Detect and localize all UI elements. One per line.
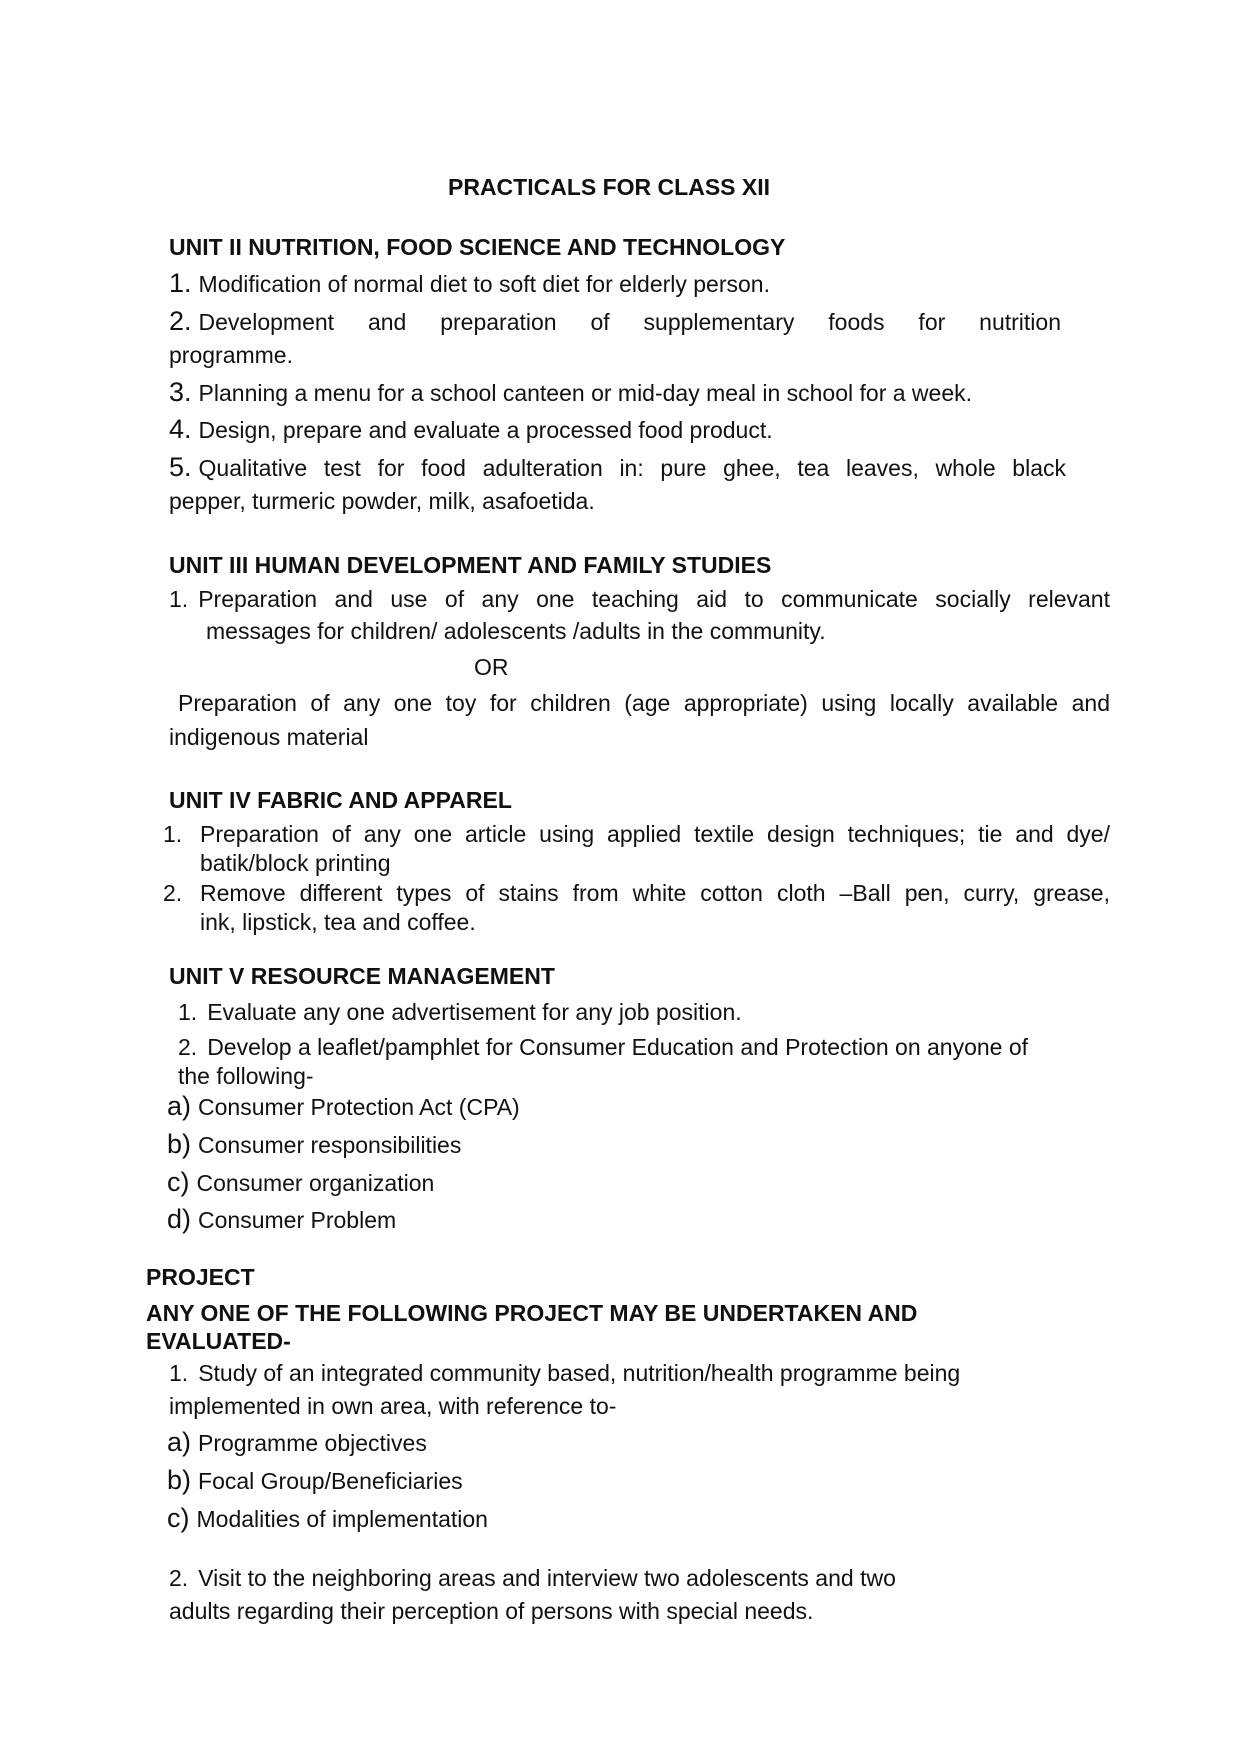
item-text: Consumer Problem [198, 1207, 397, 1233]
item-number: 2. [178, 1034, 198, 1060]
unit-4-heading: UNIT IV FABRIC AND APPAREL [169, 787, 512, 813]
unit-2-item-4 [169, 415, 773, 444]
unit-5-item-2 [178, 1033, 1028, 1061]
item-letter: d) [167, 1204, 192, 1234]
unit-5-sub-item-b [167, 1130, 461, 1159]
item-number: 4. [169, 414, 192, 444]
item-text: Planning a menu for a school canteen or mid-day meal in school for a week. [198, 380, 973, 406]
item-number: 5. [169, 452, 192, 482]
item-letter: c) [167, 1503, 190, 1533]
item-text: Focal Group/Beneficiaries [198, 1468, 463, 1494]
unit-3-alt-item: Preparation of any one toy for children (age appropriate) using locally available and [178, 690, 1110, 716]
item-text: Modification of normal diet to soft diet for elderly person. [198, 271, 770, 297]
unit-3-item-1 [169, 585, 1110, 613]
item-text: Preparation and use of any one teaching aid to communicate socially relevant [198, 586, 1110, 612]
unit-5-heading: UNIT V RESOURCE MANAGEMENT [169, 963, 555, 989]
unit-2-item-5 [169, 453, 1066, 482]
unit-2-item-3 [169, 378, 972, 407]
unit-3-item-1-cont: messages for children/ adolescents /adults in the community. [206, 618, 826, 644]
item-text: Modalities of implementation [196, 1506, 488, 1532]
unit-3-alt-item-cont: indigenous material [169, 724, 369, 750]
project-sub-item-b [167, 1466, 463, 1495]
item-number: 2. [169, 306, 192, 336]
item-letter: b) [167, 1465, 192, 1495]
project-subheading-cont: EVALUATED- [146, 1328, 291, 1354]
unit-2-item-2-cont: programme. [169, 342, 293, 368]
item-number: 1. [169, 268, 192, 298]
unit-5-sub-item-d [167, 1205, 396, 1234]
project-sub-item-c [167, 1504, 488, 1533]
item-text: Develop a leaflet/pamphlet for Consumer Education and Protection on anyone of [207, 1034, 1029, 1060]
project-subheading: ANY ONE OF THE FOLLOWING PROJECT MAY BE UNDERTAKEN AND [146, 1300, 918, 1326]
unit-2-item-2 [169, 307, 1061, 336]
unit-4-item-2-number: 2. [163, 880, 183, 906]
item-text: Evaluate any one advertisement for any job position. [207, 999, 742, 1025]
project-item-1 [169, 1359, 960, 1387]
item-text: Qualitative test for food adulteration in: pure ghee, tea leaves, whole black [198, 455, 1066, 481]
item-number: 1. [169, 586, 189, 612]
item-letter: a) [167, 1427, 192, 1457]
item-letter: a) [167, 1091, 192, 1121]
item-letter: c) [167, 1167, 190, 1197]
or-separator: OR [474, 654, 509, 680]
item-text: Study of an integrated community based, nutrition/health programme being [198, 1360, 961, 1386]
item-number: 1. [169, 1360, 189, 1386]
unit-5-item-1 [178, 998, 742, 1026]
item-number: 2. [169, 1565, 189, 1591]
unit-4-item-1-number: 1. [163, 821, 183, 847]
item-number: 3. [169, 377, 192, 407]
page-title: PRACTICALS FOR CLASS XII [448, 174, 771, 200]
unit-2-heading: UNIT II NUTRITION, FOOD SCIENCE AND TECHNOLOGY [169, 234, 786, 260]
unit-4-item-1: Preparation of any one article using applied textile design techniques; tie and dye/ [200, 821, 1110, 847]
item-text: Consumer responsibilities [198, 1132, 462, 1158]
item-text: Development and preparation of supplementary foods for nutrition [198, 309, 1061, 335]
item-text: Design, prepare and evaluate a processed food product. [198, 417, 773, 443]
unit-2-item-1 [169, 269, 770, 298]
unit-4-item-2-cont: ink, lipstick, tea and coffee. [200, 909, 476, 935]
unit-5-sub-item-a [167, 1092, 520, 1121]
project-heading: PROJECT [146, 1264, 255, 1290]
unit-3-heading: UNIT III HUMAN DEVELOPMENT AND FAMILY STUDIES [169, 552, 772, 578]
item-text: Visit to the neighboring areas and interview two adolescents and two [198, 1565, 896, 1591]
item-text: Consumer organization [196, 1170, 435, 1196]
project-item-2 [169, 1564, 896, 1592]
project-item-2-cont: adults regarding their perception of persons with special needs. [169, 1598, 814, 1624]
item-text: Consumer Protection Act (CPA) [198, 1094, 520, 1120]
unit-4-item-2: Remove different types of stains from white cotton cloth –Ball pen, curry, grease, [200, 880, 1110, 906]
project-item-1-cont: implemented in own area, with reference to- [169, 1393, 617, 1419]
unit-2-item-5-cont: pepper, turmeric powder, milk, asafoetida. [169, 488, 595, 514]
unit-5-item-2-cont: the following- [178, 1063, 314, 1089]
unit-4-item-1-cont: batik/block printing [200, 850, 391, 876]
unit-5-sub-item-c [167, 1168, 434, 1197]
item-number: 1. [178, 999, 198, 1025]
project-sub-item-a [167, 1428, 427, 1457]
item-text: Programme objectives [198, 1430, 427, 1456]
item-letter: b) [167, 1129, 192, 1159]
